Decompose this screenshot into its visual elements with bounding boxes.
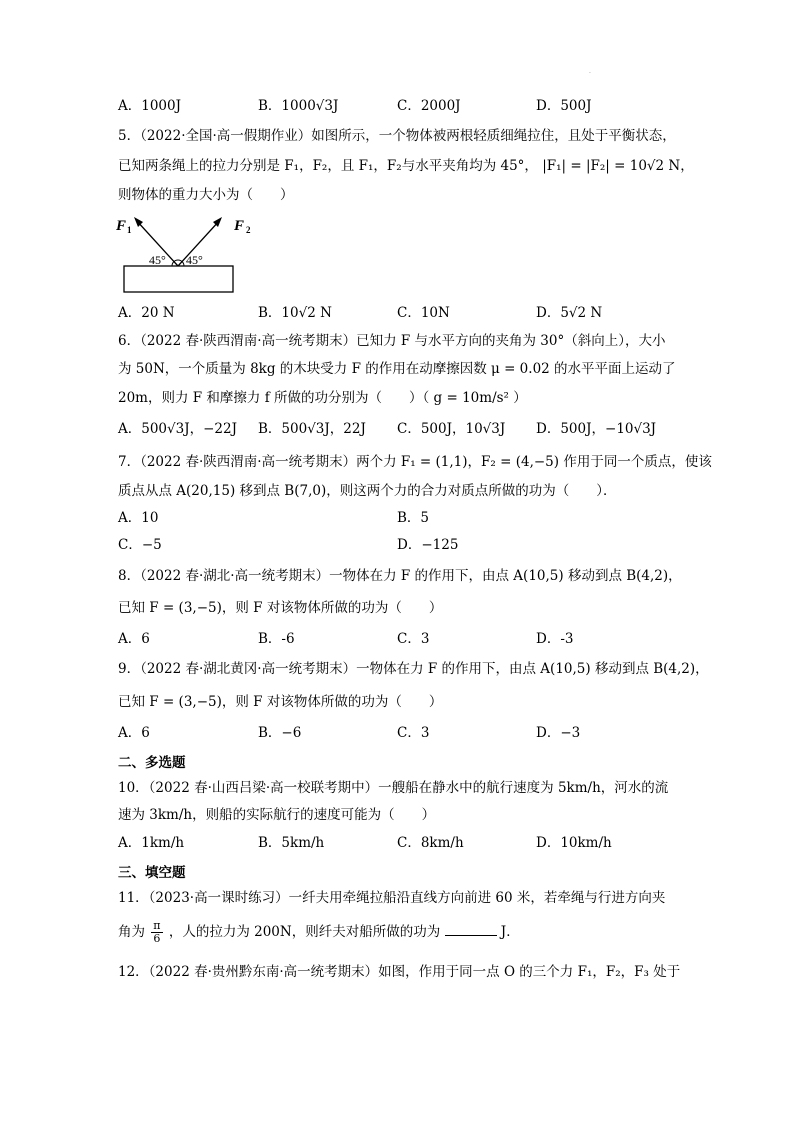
q5-label-f1: F xyxy=(116,218,127,234)
q9-option-b: B．−6 xyxy=(258,725,302,741)
q7-option-b: B．5 xyxy=(397,510,430,526)
q8-stem-line2: 已知 F = (3,−5)，则 F 对该物体所做的功为（ ） xyxy=(118,600,443,616)
q9-stem-line1: 9．（2022 春·湖北黄冈·高一统考期末）一物体在力 F 的作用下，由点 A(10,5) 移动到点 B(4,2)， xyxy=(118,661,709,677)
q4-option-b: B．1000√3J xyxy=(258,98,339,114)
q5-stem-line2: 已知两条绳上的拉力分别是 F₁，F₂，且 F₁，F₂与水平夹角均为 45°， |F₁| = |F₂| = 10√2 N， xyxy=(118,158,694,174)
q6-stem-line2: 为 50N，一个质量为 8kg 的木块受力 F 的作用在动摩擦因数 μ = 0.02 的水平平面上运动了 xyxy=(118,361,676,377)
q4-option-d: D．500J xyxy=(536,98,592,114)
q5-object-box xyxy=(124,266,233,292)
q11-answer-blank[interactable] xyxy=(445,923,497,936)
q8-option-a: A．6 xyxy=(118,631,150,647)
section-heading-fill-in: 三、填空题 xyxy=(118,865,186,881)
q9-option-a: A．6 xyxy=(118,725,150,741)
q5-stem-line3: 则物体的重力大小为（ ） xyxy=(118,187,294,203)
q4-option-c: C．2000J xyxy=(397,98,461,114)
q5-option-a: A．20 N xyxy=(118,305,175,321)
q12-stem-line1: 12．（2022 春·贵州黔东南·高一统考期末）如图，作用于同一点 O 的三个力 F₁，F₂，F₃ 处于 xyxy=(118,964,681,980)
q5-angle-left: 45° xyxy=(149,253,166,267)
q4-option-a: A．1000J xyxy=(118,98,182,114)
q7-option-c: C．−5 xyxy=(118,537,162,553)
q11-stem-line2 xyxy=(118,920,520,945)
q10-option-d: D．10km/h xyxy=(536,835,612,851)
q11-fraction-numerator: π xyxy=(153,919,161,932)
q9-option-c: C．3 xyxy=(397,725,430,741)
page-mark: . xyxy=(589,68,591,75)
q7-option-a: A．10 xyxy=(118,510,159,526)
q10-option-b: B．5km/h xyxy=(258,835,325,851)
q11-text-post: ，人的拉力为 200N，则纤夫对船所做的功为 xyxy=(168,924,441,940)
q6-option-d: D．500J，−10√3J xyxy=(536,421,657,437)
q11-angle-fraction xyxy=(151,920,162,945)
q6-stem-line3: 20m，则力 F 和摩擦力 f 所做的功分别为（ ）（ g = 10m/s² ） xyxy=(118,390,527,406)
q5-angle-right: 45° xyxy=(186,253,203,267)
q6-option-c: C．500J，10√3J xyxy=(397,421,506,437)
q10-stem-line2: 速为 3km/h，则船的实际航行的速度可能为（ ） xyxy=(118,807,436,823)
q8-option-d: D．-3 xyxy=(536,631,574,647)
q5-label-f1-sub: 1 xyxy=(127,225,132,235)
q8-option-b: B．-6 xyxy=(258,631,295,647)
q5-option-b: B．10√2 N xyxy=(258,305,332,321)
section-heading-multiple-choice: 二、多选题 xyxy=(118,755,186,771)
q11-stem-line1: 11．（2023·高一课时练习）一纤夫用牵绳拉船沿直线方向前进 60 米，若牵绳与行进方向夹 xyxy=(118,890,666,906)
q10-stem-line1: 10．（2022 春·山西吕梁·高一校联考期中）一艘船在静水中的航行速度为 5km/h，河水的流 xyxy=(118,780,669,796)
q6-option-a: A．500√3J，−22J xyxy=(118,421,238,437)
q9-option-d: D．−3 xyxy=(536,725,581,741)
q5-force-diagram xyxy=(114,208,264,298)
q10-option-a: A．1km/h xyxy=(118,835,185,851)
q11-text-pre: 角为 xyxy=(118,924,145,940)
q5-option-d: D．5√2 N xyxy=(536,305,603,321)
q5-label-f2-sub: 2 xyxy=(246,225,251,235)
q5-stem-line1: 5．（2022·全国·高一假期作业）如图所示，一个物体被两根轻质细绳拉住，且处于平衡状态， xyxy=(118,128,676,144)
q7-stem-line2: 质点从点 A(20,15) 移到点 B(7,0)，则这两个力的合力对质点所做的功为（ ）． xyxy=(118,483,617,499)
q6-option-b: B．500√3J，22J xyxy=(258,421,366,437)
q6-stem-line1: 6．（2022 春·陕西渭南·高一统考期末）已知力 F 与水平方向的夹角为 30°（斜向上），大小 xyxy=(118,333,666,349)
q8-stem-line1: 8．（2022 春·湖北·高一统考期末）一物体在力 F 的作用下，由点 A(10,5) 移动到点 B(4,2)， xyxy=(118,568,682,584)
q10-option-c: C．8km/h xyxy=(397,835,464,851)
q8-option-c: C．3 xyxy=(397,631,430,647)
q11-fraction-denominator: 6 xyxy=(153,932,161,945)
q5-label-f2: F xyxy=(234,218,245,234)
q7-stem-line1: 7．（2022 春·陕西渭南·高一统考期末）两个力 F₁ = (1,1)，F₂ = (4,−5) 作用于同一个质点，使该 xyxy=(118,454,712,470)
q11-text-unit: J． xyxy=(500,924,520,940)
q5-option-c: C．10N xyxy=(397,305,450,321)
q9-stem-line2: 已知 F = (3,−5)，则 F 对该物体所做的功为（ ） xyxy=(118,694,443,710)
q7-option-d: D．−125 xyxy=(397,537,459,553)
